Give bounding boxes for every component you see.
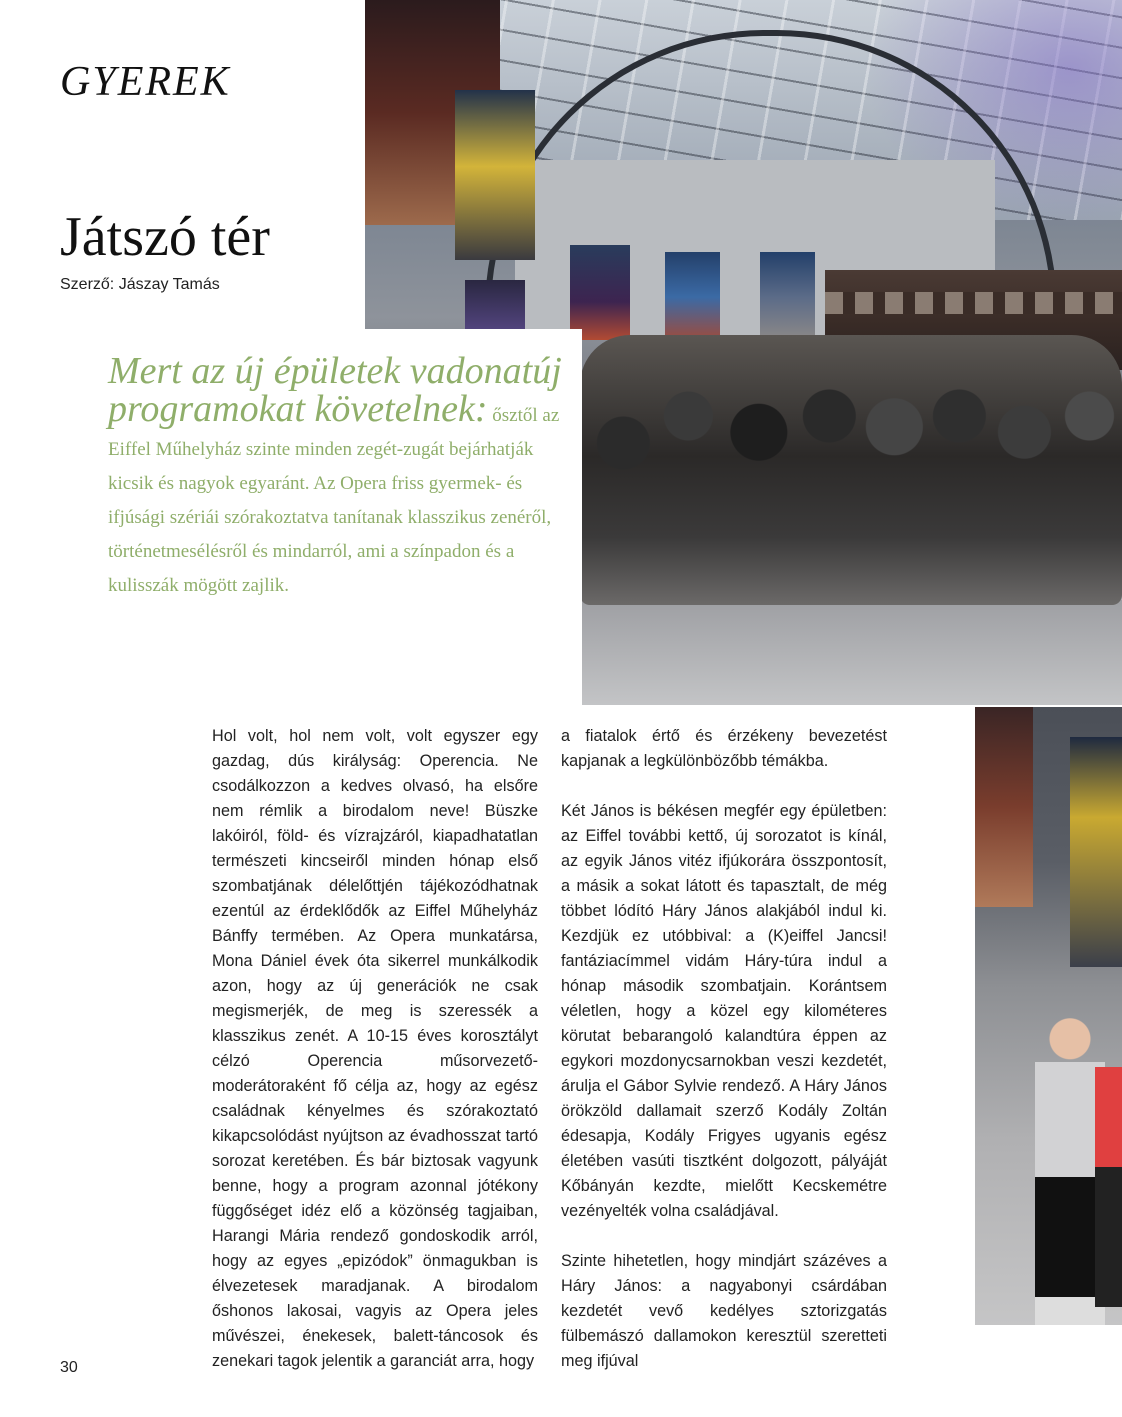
banner-poster: [455, 90, 535, 260]
paragraph: a fiatalok értő és érzékeny bevezetést kapjanak a legkülönbözőbb témákba.: [561, 727, 887, 770]
side-photo: [975, 707, 1122, 1325]
banner-laurencia: [975, 707, 1033, 907]
banner-poster: [1070, 737, 1122, 967]
pull-quote-rest: ősztől az Eiffel Műhelyház szinte minden zegét-zugát bejárhatják kicsik és nagyok egyaránt. Az Opera friss gyermek- és ifjúsági szériái szórakoztatva tanítanak klasszikus zenéről, történetmesélésről és mindarról, ami a színpadon és a kulisszák mögött zajlik.: [108, 405, 560, 596]
pull-quote: [108, 352, 566, 603]
child-figure: [1095, 1007, 1122, 1307]
body-column-1: [212, 724, 538, 1374]
paragraph: Hol volt, hol nem volt, volt egyszer egy gazdag, dús királyság: Operencia. Ne csodálkozzon a kedves olvasó, ha elsőre nem rémlik a birodalom neve! Büszke lakóiról, föld- és vízrajzáról, kiapadhatatlan természeti kincseiről minden hónap első szombatjának délelőttjén tájékozódhatnak ezentúl az érdeklődők az Eiffel Műhelyház Bánffy termében. Az Opera munkatársa, Mona Dániel évek óta sikerrel munkálkodik azon, hogy az új generációk ne csak megismerjék, de meg is szeressék a klasszikus zenét. A 10-15 éves korosztályt célzó Operencia műsorvezető-moderátoraként fő célja az, hogy az egész családnak kényelmes és szórakoztató kikapcsolódást nyújtson az évadhosszat tartó sorozat keretében. És bár biztosak vagyunk benne, hogy a program azonnal jótékony függőséget idéz elő a közönség tagjaiban, Harangi Mária rendező gondoskodik arról, hogy az egyes „epizódok” önmagukban is élvezetesek maradjanak. A birodalom őshonos lakosai, vagyis az Opera jeles művészei, énekesek, balett-táncosok és zenekari tagok jelentik a garanciát arra, hogy: [212, 727, 538, 1370]
section-label: GYEREK: [60, 59, 231, 105]
banner-poster: [760, 252, 815, 342]
paragraph: Két János is békésen megfér egy épületben: az Eiffel további kettő, új sorozatot is kínál, az egyik János vitéz ifjúkorára összpontosít, a másik a sokat látott és tapasztalt, de még többet lódító Háry János alakjából indul ki. Kezdjük ez utóbbival: a (K)eiffel Jancsi! fantáziacímmel vidám Háry-túra indul a hónap második szombatjain. Korántsem véletlen, hogy a közel egy kilométeres körutat bebarangoló kalandtúra éppen az egykori mozdonycsarnokban veszi kezdetét, árulja el Gábor Sylvie rendező. A Háry János örökzöld dallamait szerző Kodály Zoltán édesapja, Kodály Frigyes ugyanis egész életében vasúti tisztként dolgozott, pályáját Kőbányán kezdte, mielőtt Kecskemétre vezényelték volna családjával.: [561, 802, 887, 1220]
crowd-of-students: [580, 335, 1122, 605]
author-byline: Szerző: Jászay Tamás: [60, 276, 220, 293]
paragraph: Szinte hihetetlen, hogy mindjárt százéves a Háry János: a nagyabonyi csárdában kezdetét vevő kedélyes sztorizgatás fülbemászó dallamokon keresztül szeretteti meg ifjúval: [561, 1252, 887, 1370]
body-column-2: [561, 724, 887, 1374]
banner-poster: [570, 245, 630, 340]
pull-quote-lead: Mert az új épületek vadonatúj programokat követelnek:: [108, 350, 562, 430]
page-number: 30: [60, 1359, 78, 1376]
banner-poster: [665, 252, 720, 342]
article-title: Játszó tér: [60, 206, 270, 268]
